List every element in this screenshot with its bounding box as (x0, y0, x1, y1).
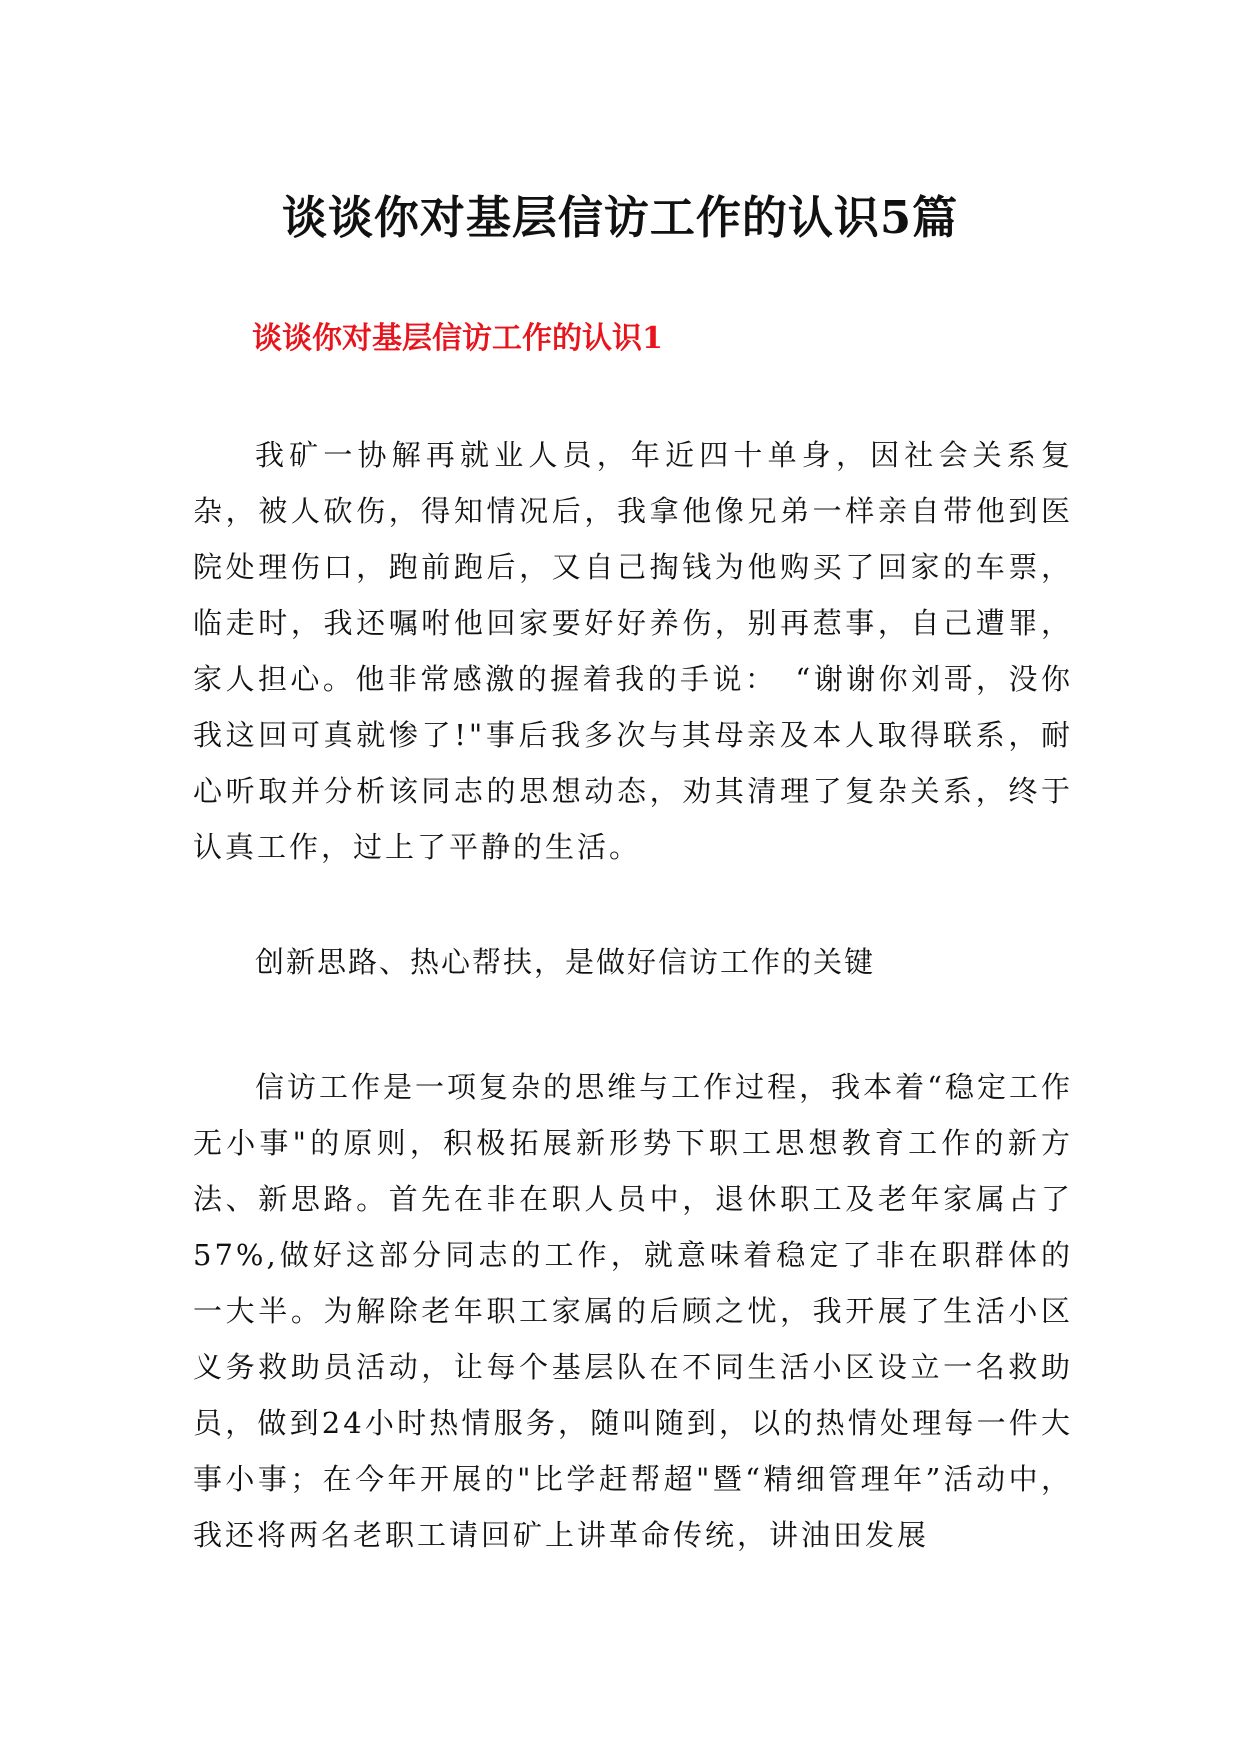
body-paragraph-2: 信访工作是一项复杂的思维与工作过程，我本着“稳定工作无小事"的原则，积极拓展新形势下职工思想教育工作的新方法、新思路。首先在非在职人员中，退休职工及老年家属占了57%,做好这部分同志的工作，就意味着稳定了非在职群体的一大半。为解除老年职工家属的后顾之忧，我开展了生活小区义务救助员活动，让每个基层队在不同生活小区设立一名救助员，做到24小时热情服务，随叫随到，以的热情处理每一件大事小事；在今年开展的"比学赶帮超"暨“精细管理年”活动中，我还将两名老职工请回矿上讲革命传统，讲油田发展 (193, 1070, 1073, 1552)
body-paragraph-1: 我矿一协解再就业人员，年近四十单身，因社会关系复杂，被人砍伤，得知情况后，我拿他像兄弟一样亲自带他到医院处理伤口，跑前跑后，又自己掏钱为他购买了回家的车票，临走时，我还嘱咐他回家要好好养伤，别再惹事，自己遭罪，家人担心。他非常感激的握着我的手说： “谢谢你刘哥，没你我这回可真就惨了!"事后我多次与其母亲及本人取得联系，耐心听取并分析该同志的思想动态，劝其清理了复杂关系，终于认真工作，过上了平静的生活。 (193, 438, 1073, 864)
document-title: 谈谈你对基层信访工作的认识5篇 (281, 191, 959, 244)
section-heading: 谈谈你对基层信访工作的认识1 (252, 321, 663, 356)
subheading: 创新思路、热心帮扶，是做好信访工作的关键 (255, 945, 876, 979)
